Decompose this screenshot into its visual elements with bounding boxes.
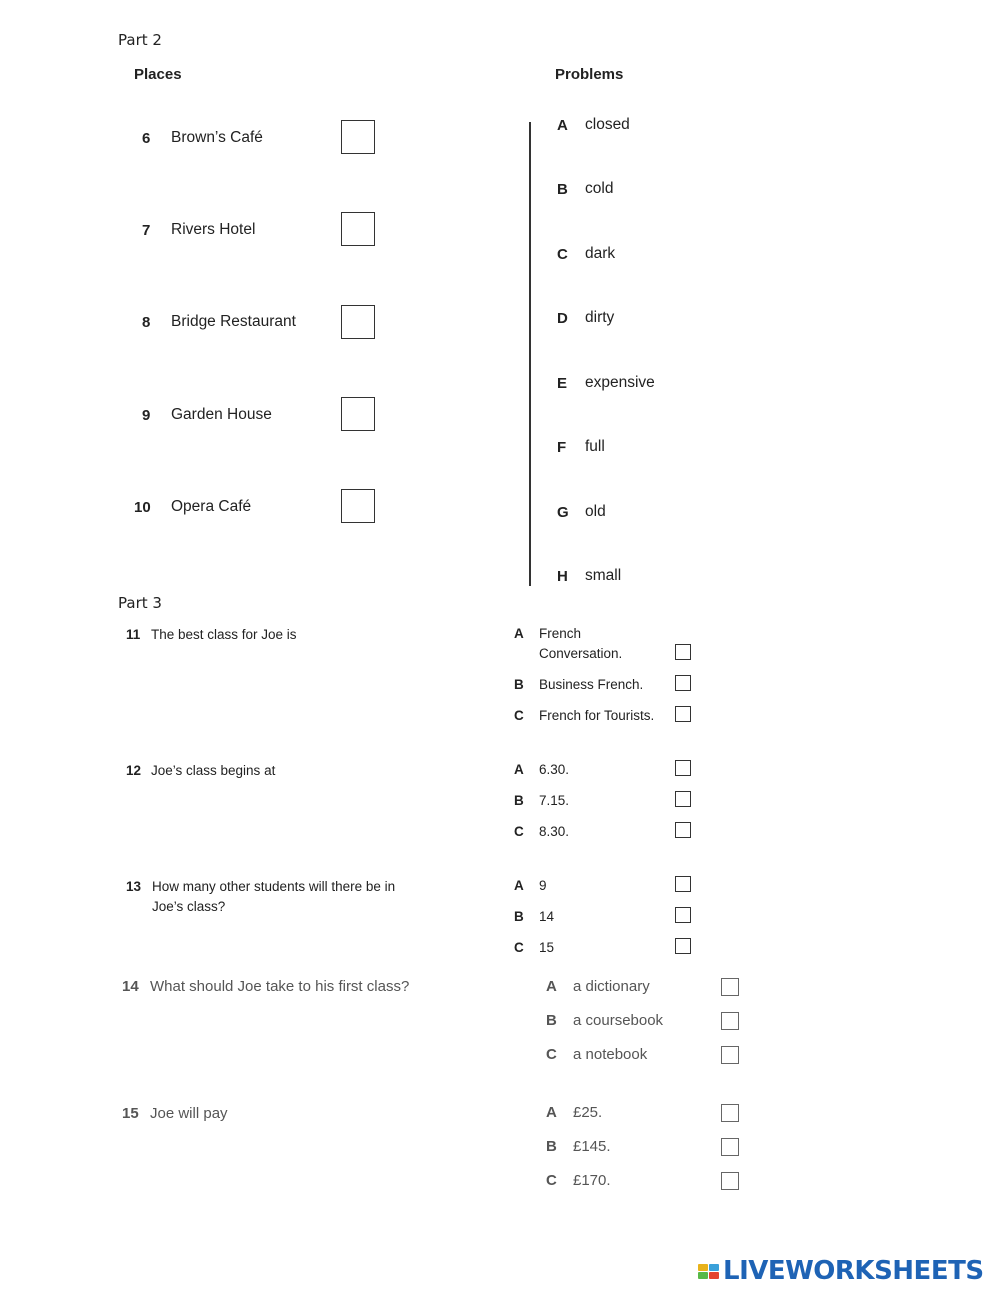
option-letter: A bbox=[514, 626, 524, 641]
checkbox-13b[interactable] bbox=[675, 907, 691, 923]
option-text-line2: Conversation. bbox=[539, 646, 623, 661]
problem-word: full bbox=[585, 438, 605, 455]
option-letter: C bbox=[514, 824, 524, 839]
place-number: 8 bbox=[142, 314, 151, 331]
answer-box-8[interactable] bbox=[341, 305, 375, 339]
question-number: 13 bbox=[126, 879, 142, 894]
answer-box-9[interactable] bbox=[341, 397, 375, 431]
problem-word: small bbox=[585, 567, 622, 584]
option-text: 7.15. bbox=[539, 793, 570, 808]
checkbox-14b[interactable] bbox=[721, 1012, 739, 1030]
option-text: £25. bbox=[573, 1104, 603, 1121]
option-letter: B bbox=[514, 677, 524, 692]
checkbox-12a[interactable] bbox=[675, 760, 691, 776]
question-text: How many other students will there be in bbox=[152, 879, 396, 894]
option-text: a coursebook bbox=[573, 1012, 664, 1029]
question-number: 11 bbox=[126, 627, 141, 642]
checkbox-15b[interactable] bbox=[721, 1138, 739, 1156]
problem-word: expensive bbox=[585, 374, 655, 391]
place-number: 7 bbox=[142, 222, 151, 239]
answer-box-10[interactable] bbox=[341, 489, 375, 523]
liveworksheets-logo bbox=[698, 1256, 984, 1286]
option-letter: C bbox=[514, 940, 524, 955]
checkbox-14c[interactable] bbox=[721, 1046, 739, 1064]
checkbox-15a[interactable] bbox=[721, 1104, 739, 1122]
question-number: 14 bbox=[122, 978, 139, 995]
question-text: Joe’s class begins at bbox=[151, 763, 276, 778]
checkbox-15c[interactable] bbox=[721, 1172, 739, 1190]
part3-title: Part 3 bbox=[118, 594, 162, 612]
logo-tiles-icon bbox=[698, 1264, 719, 1279]
option-letter: C bbox=[546, 1172, 557, 1189]
option-letter: B bbox=[546, 1138, 557, 1155]
option-text: £145. bbox=[573, 1138, 611, 1155]
place-number: 9 bbox=[142, 407, 151, 424]
option-text: 14 bbox=[539, 909, 555, 924]
checkbox-14a[interactable] bbox=[721, 978, 739, 996]
problem-word: closed bbox=[585, 116, 630, 133]
option-text: 9 bbox=[539, 878, 547, 893]
problem-letter: D bbox=[557, 310, 568, 327]
divider-line bbox=[529, 122, 531, 586]
checkbox-11a[interactable] bbox=[675, 644, 691, 660]
place-name: Bridge Restaurant bbox=[171, 313, 296, 330]
option-letter: A bbox=[514, 762, 524, 777]
option-letter: A bbox=[546, 1104, 557, 1121]
answer-box-7[interactable] bbox=[341, 212, 375, 246]
option-letter: A bbox=[546, 978, 557, 995]
problems-heading: Problems bbox=[555, 66, 624, 83]
question-text-line2: Joe’s class? bbox=[152, 899, 226, 914]
place-number: 6 bbox=[142, 130, 151, 147]
checkbox-11c[interactable] bbox=[675, 706, 691, 722]
problem-letter: E bbox=[557, 375, 568, 392]
problem-word: cold bbox=[585, 180, 614, 197]
problem-letter: H bbox=[557, 568, 568, 585]
option-text: French bbox=[539, 626, 582, 641]
question-text: What should Joe take to his first class? bbox=[150, 978, 410, 995]
place-name: Garden House bbox=[171, 406, 272, 423]
option-text: a notebook bbox=[573, 1046, 648, 1063]
places-heading: Places bbox=[134, 66, 182, 83]
checkbox-12c[interactable] bbox=[675, 822, 691, 838]
option-text: a dictionary bbox=[573, 978, 650, 995]
option-letter: B bbox=[546, 1012, 557, 1029]
question-text: The best class for Joe is bbox=[151, 627, 297, 642]
problem-letter: A bbox=[557, 117, 568, 134]
problem-letter: C bbox=[557, 246, 568, 263]
option-text: £170. bbox=[573, 1172, 611, 1189]
problem-letter: G bbox=[557, 504, 569, 521]
problem-word: old bbox=[585, 503, 606, 520]
logo-tile bbox=[709, 1272, 719, 1279]
logo-tile bbox=[698, 1264, 708, 1271]
place-name: Rivers Hotel bbox=[171, 221, 256, 238]
option-text: Business French. bbox=[539, 677, 644, 692]
option-letter: B bbox=[514, 909, 524, 924]
checkbox-13c[interactable] bbox=[675, 938, 691, 954]
option-letter: C bbox=[546, 1046, 557, 1063]
logo-text: LIVEWORKSHEETS bbox=[723, 1256, 984, 1286]
option-text: 15 bbox=[539, 940, 555, 955]
option-letter: B bbox=[514, 793, 524, 808]
logo-tile bbox=[698, 1272, 708, 1279]
option-text: French for Tourists. bbox=[539, 708, 655, 723]
place-name: Brown’s Café bbox=[171, 129, 263, 146]
place-number: 10 bbox=[134, 499, 151, 516]
part2-title: Part 2 bbox=[118, 31, 162, 49]
place-name: Opera Café bbox=[171, 498, 252, 515]
logo-tile bbox=[709, 1264, 719, 1271]
option-text: 8.30. bbox=[539, 824, 570, 839]
checkbox-13a[interactable] bbox=[675, 876, 691, 892]
problem-letter: B bbox=[557, 181, 568, 198]
option-letter: C bbox=[514, 708, 524, 723]
checkbox-12b[interactable] bbox=[675, 791, 691, 807]
question-number: 15 bbox=[122, 1105, 139, 1122]
question-text: Joe will pay bbox=[150, 1105, 228, 1122]
problem-word: dirty bbox=[585, 309, 615, 326]
option-letter: A bbox=[514, 878, 524, 893]
answer-box-6[interactable] bbox=[341, 120, 375, 154]
problem-word: dark bbox=[585, 245, 616, 262]
question-number: 12 bbox=[126, 763, 142, 778]
checkbox-11b[interactable] bbox=[675, 675, 691, 691]
problem-letter: F bbox=[557, 439, 567, 456]
option-text: 6.30. bbox=[539, 762, 570, 777]
